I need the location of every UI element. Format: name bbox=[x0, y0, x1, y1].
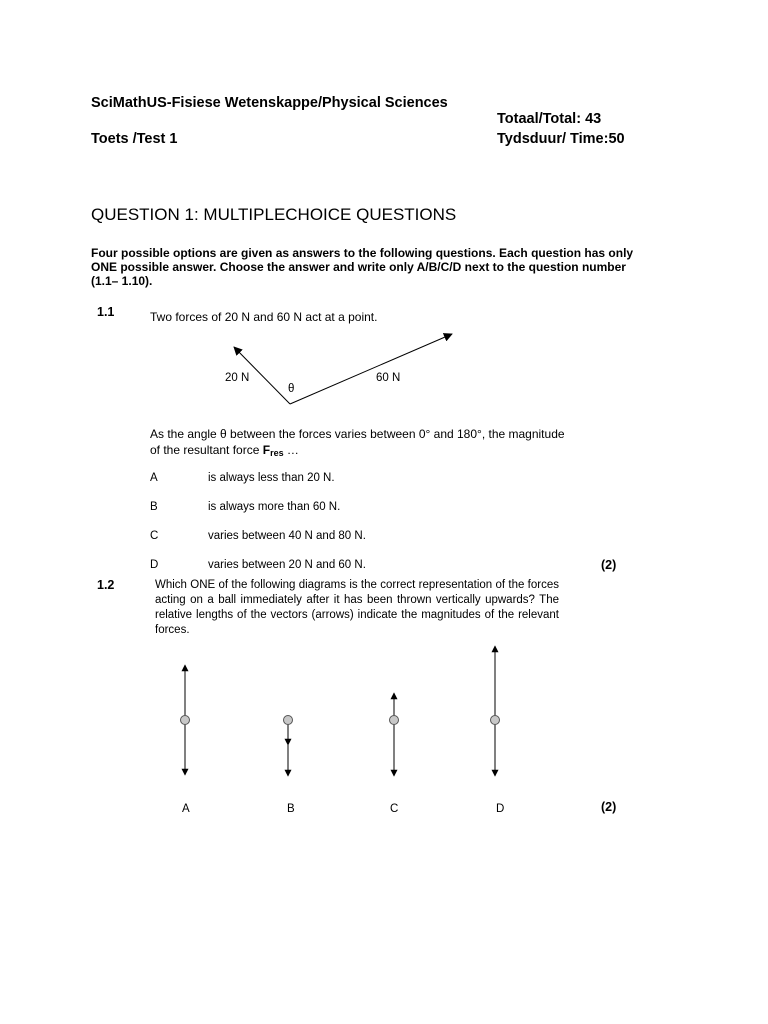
stem-ellipsis: … bbox=[283, 443, 299, 457]
question-prompt-1-1: Two forces of 20 N and 60 N act at a point. bbox=[150, 310, 378, 324]
ball-icon bbox=[181, 716, 190, 725]
diagram-label-b: B bbox=[287, 803, 295, 815]
diagram-d bbox=[491, 646, 500, 776]
marks-1-2: (2) bbox=[601, 800, 617, 814]
label-20n: 20 N bbox=[225, 372, 250, 384]
question-stem-1-1-line1: As the angle θ between the forces varies between 0° and 180°, the magnitude bbox=[150, 427, 565, 441]
total-marks: Totaal/Total: 43 bbox=[497, 111, 602, 127]
ball-icon bbox=[491, 716, 500, 725]
test-duration: Tydsduur/ Time:50 bbox=[497, 131, 625, 147]
force-subscript: res bbox=[270, 448, 284, 458]
label-60n: 60 N bbox=[376, 372, 401, 384]
question-number-1-1: 1.1 bbox=[97, 305, 115, 319]
label-theta: θ bbox=[288, 383, 295, 395]
test-number: Toets /Test 1 bbox=[91, 131, 178, 147]
option-text-d: varies between 20 N and 60 N. bbox=[208, 559, 366, 571]
option-letter-b: B bbox=[150, 501, 158, 513]
option-text-c: varies between 40 N and 80 N. bbox=[208, 530, 366, 542]
diagram-label-d: D bbox=[496, 803, 505, 815]
instructions: Four possible options are given as answers to the following questions. Each question has only ONE possible answer. Choose the answer and write only A/B/C/D next to the question number (1.1– 1.10). bbox=[91, 246, 634, 288]
course-title: SciMathUS-Fisiese Wetenskappe/Physical Sciences bbox=[91, 95, 448, 111]
question-number-1-2: 1.2 bbox=[97, 578, 115, 592]
ball-icon bbox=[390, 716, 399, 725]
diagram-b bbox=[284, 716, 293, 777]
option-letter-c: C bbox=[150, 530, 159, 542]
diagram-label-a: A bbox=[182, 803, 190, 815]
option-letter-d: D bbox=[150, 559, 159, 571]
force-letter: F bbox=[262, 443, 271, 457]
question-prompt-1-2: Which ONE of the following diagrams is the correct representation of the forces acting on a ball immediately after it has been thrown vertically upwards? The relative lengths of the vectors (arrows) indicate the magnitudes of the relevant forces. bbox=[155, 579, 559, 636]
option-letter-a: A bbox=[150, 472, 158, 484]
section-title: QUESTION 1: MULTIPLECHOICE QUESTIONS bbox=[91, 205, 457, 224]
option-text-b: is always more than 60 N. bbox=[208, 501, 341, 513]
diagram-a bbox=[181, 665, 190, 775]
marks-1-1: (2) bbox=[601, 558, 617, 572]
ball-icon bbox=[284, 716, 293, 725]
stem-text: of the resultant force bbox=[150, 443, 263, 457]
option-text-a: is always less than 20 N. bbox=[208, 472, 335, 484]
diagram-label-c: C bbox=[390, 803, 399, 815]
diagram-c bbox=[390, 693, 399, 776]
